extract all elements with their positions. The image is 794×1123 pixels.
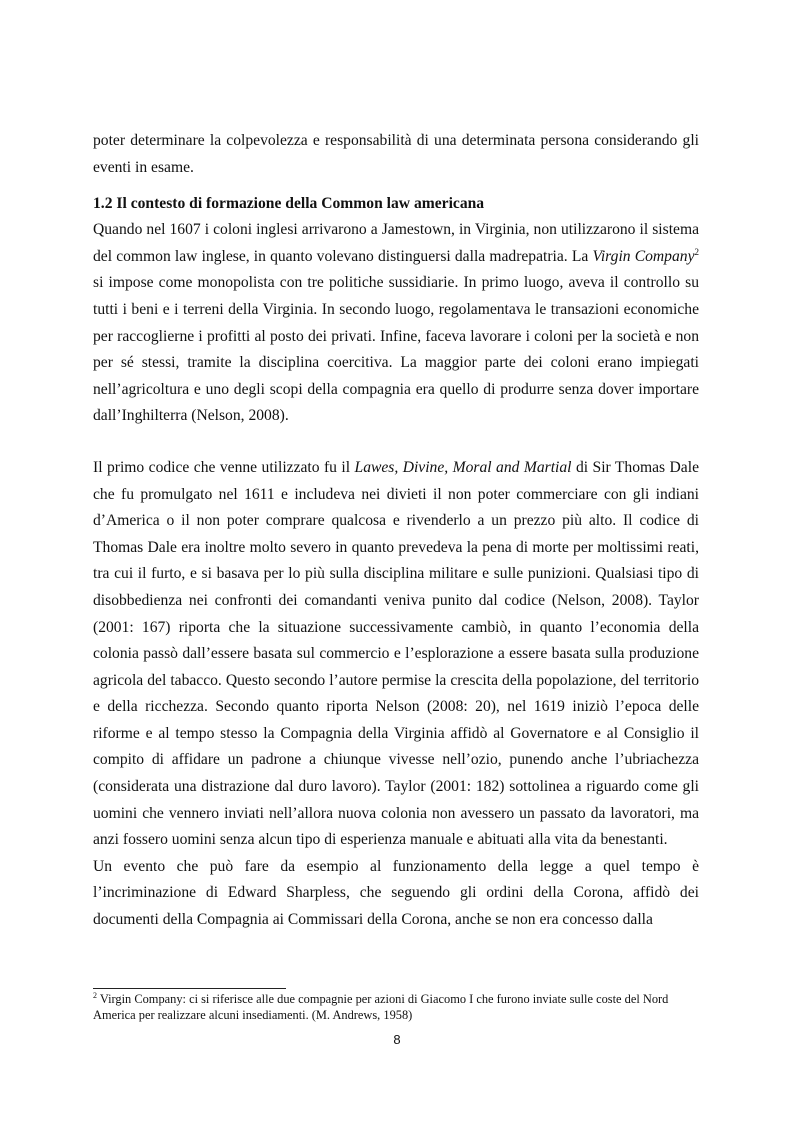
paragraph-2-text-b: di Sir Thomas Dale che fu promulgato nel 1611 e includeva nei divieti il non poter commerciare con gli indiani d’America o il non poter comprare qualcosa e rivenderlo a un prezzo più alto. Il codice di Thomas Dale era inoltre molto severo in quanto prevedeva la pena di morte per moltissimi reati, tra cui il furto, e si basava per lo più sulla disciplina militare e sulle punizioni. Qualsiasi tipo di disobbedienza nei confronti dei comandanti veniva punito dal codice (Nelson, 2008). Taylor (2001: 167) riporta che la situazione successivamente cambiò, in quanto l’economia della colonia passò dall’essere basata sul commercio e l’esplorazione a essere basata sulla produzione agricola del tabacco. Questo secondo l’autore permise la crescita della popolazione, del territorio e della ricchezza. Secondo quanto riporta Nelson (2008: 20), nel 1619 iniziò l’epoca delle riforme e al tempo stesso la Compagnia della Virginia affidò al Governatore e al Consiglio il compito di affidare un padrone a chiunque vivesse nell’ozio, punendo anche l’ubriachezza (considerata una distrazione dal duro lavoro). Taylor (2001: 182) sottolinea a riguardo come gli uomini che vennero inviati nell’allora nuova colonia non avessero un passato da lavoratori, ma anzi fossero uomini senza alcun tipo di esperienza manuale e abituati alla vita da benestanti.: [93, 458, 699, 849]
virgin-company-term: Virgin Company: [592, 247, 695, 265]
paragraph-spacer: [93, 430, 699, 455]
page-number: 8: [393, 1032, 401, 1047]
paragraph-2-text-a: Il primo codice che venne utilizzato fu il: [93, 458, 355, 476]
paragraph-1-text-a: Quando nel 1607 i coloni inglesi arrivarono a Jamestown, in Virginia, non utilizzarono il sistema del common law inglese, in quanto volevano distinguersi dalla madrepatria. La: [93, 221, 699, 265]
footnote-text: Virgin Company: ci si riferisce alle due compagnie per azioni di Giacomo I che furono inviate sulle coste del Nord America per realizzare alcuni insediamenti. (M. Andrews, 1958): [93, 992, 669, 1022]
footnote: [93, 992, 699, 1023]
section-heading: 1.2 Il contesto di formazione della Common law americana: [93, 195, 485, 213]
footnote-reference[interactable]: 2: [694, 246, 699, 257]
footnote-separator: [93, 988, 286, 989]
continuation-paragraph: poter determinare la colpevolezza e responsabilità di una determinata persona considerando gli eventi in esame.: [93, 132, 699, 176]
paragraph-3: Un evento che può fare da esempio al funzionamento della legge a quel tempo è l’incriminazione di Edward Sharpless, che seguendo gli ordini della Corona, affidò dei documenti della Compagnia ai Commissari della Corona, anche se non era concesso dalla: [93, 857, 699, 929]
paragraph-1: [93, 217, 699, 430]
paragraph-1-text-b: si impose come monopolista con tre politiche sussidiarie. In primo luogo, aveva il controllo su tutti i beni e i terreni della Virginia. In secondo luogo, regolamentava le transazioni economiche per raccoglierne i profitti al posto dei privati. Infine, faceva lavorare i coloni per la società e non per sé stessi, tramite la disciplina coercitiva. La maggior parte dei coloni erano impiegati nell’agricoltura e uno degli scopi della compagnia era quello di produrre senza dover importare dall’Inghilterra (Nelson, 2008).: [93, 274, 699, 425]
paragraph-2: [93, 455, 699, 854]
page-body: [93, 128, 699, 934]
footnote-marker: 2: [93, 990, 97, 1000]
code-title: Lawes, Divine, Moral and Martial: [354, 458, 572, 476]
